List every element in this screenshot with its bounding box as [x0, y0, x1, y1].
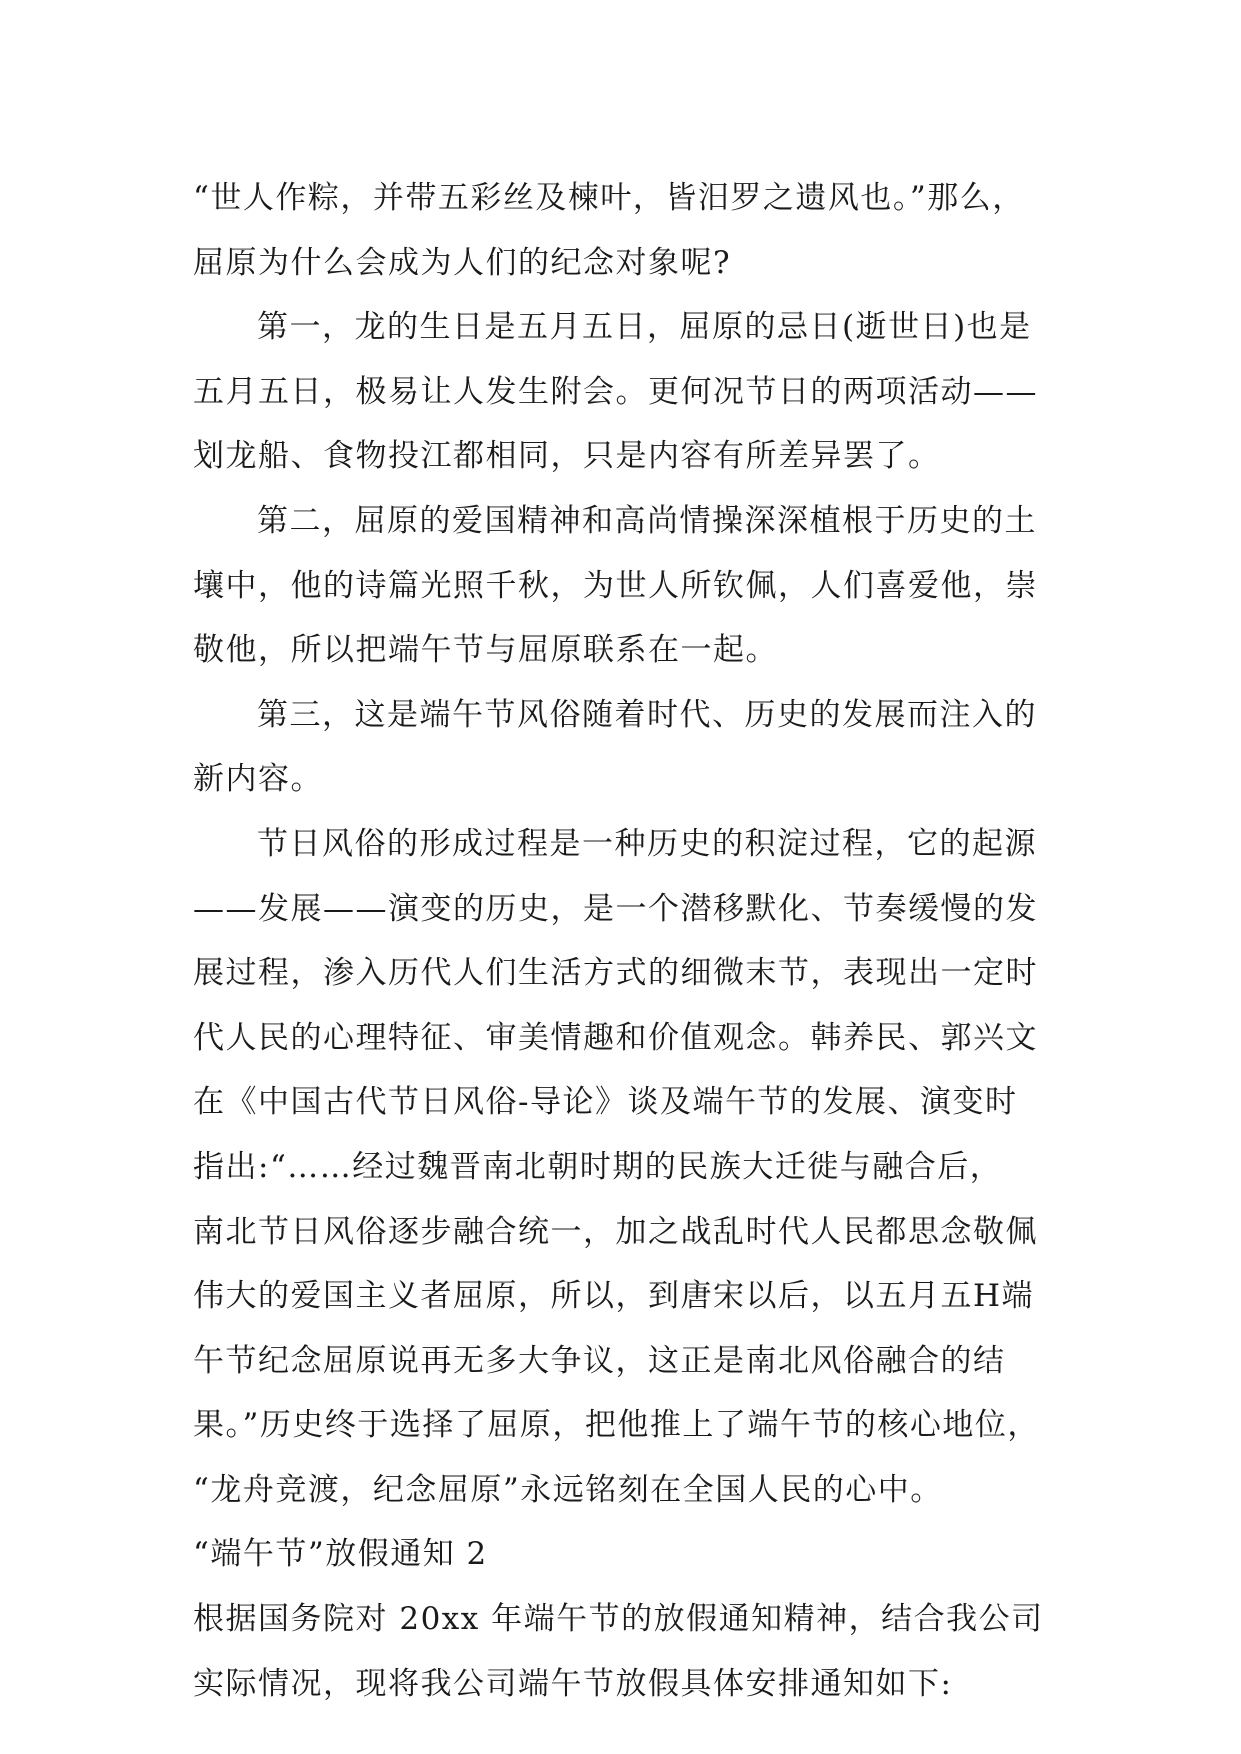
text-line: 午节纪念屈原说再无多大争议，这正是南北风俗融合的结 — [193, 1342, 1006, 1379]
paragraph-third-reason — [193, 683, 1093, 812]
text-line: “世人作粽，并带五彩丝及楝叶，皆汨罗之遗风也。”那么， — [193, 180, 1025, 216]
text-line: 五月五日，极易让人发生附会。更何况节日的两项活动—— — [193, 373, 1038, 410]
text-line: 南北节日风俗逐步融合统一，加之战乱时代人民都思念敬佩 — [193, 1213, 1038, 1250]
section-heading: “端午节”放假通知 2 — [193, 1536, 488, 1573]
text-line: 指出:“……经过魏晋南北朝时期的民族大迁徙与融合后， — [193, 1148, 1003, 1185]
text-line: 在《中国古代节日风俗-导论》谈及端午节的发展、演变时 — [193, 1084, 1018, 1121]
text-line: 实际情况，现将我公司端午节放假具体安排通知如下: — [193, 1665, 953, 1702]
text-line: “龙舟竞渡，纪念屈原”永远铭刻在全国人民的心中。 — [193, 1471, 943, 1508]
text-line: 伟大的爱国主义者屈原，所以，到唐宋以后，以五月五H端 — [193, 1278, 1035, 1315]
text-line: 展过程，渗入历代人们生活方式的细微末节，表现出一定时 — [193, 955, 1038, 992]
text-line: 代人民的心理特征、审美情趣和价值观念。韩养民、郭兴文 — [193, 1019, 1038, 1056]
text-line: 根据国务院对 20xx 年端午节的放假通知精神，结合我公司 — [193, 1601, 1044, 1638]
text-line: 新内容。 — [193, 761, 323, 798]
paragraph-intro — [193, 166, 1093, 295]
text-line: 第一，龙的生日是五月五日，屈原的忌日(逝世日)也是 — [257, 309, 1032, 346]
text-line: 节日风俗的形成过程是一种历史的积淀过程，它的起源 — [257, 825, 1037, 862]
text-line: ——发展——演变的历史，是一个潜移默化、节奏缓慢的发 — [193, 890, 1038, 927]
text-line: 第三，这是端午节风俗随着时代、历史的发展而注入的 — [257, 696, 1037, 733]
text-line: 壤中，他的诗篇光照千秋，为世人所钦佩，人们喜爱他，崇 — [193, 567, 1038, 604]
paragraph-custom-evolution — [193, 812, 1093, 1523]
paragraph-first-reason — [193, 295, 1093, 489]
text-line: 敬他，所以把端午节与屈原联系在一起。 — [193, 632, 778, 669]
text-line: 划龙船、食物投江都相同，只是内容有所差异罢了。 — [193, 438, 941, 475]
paragraph-notice — [193, 1587, 1093, 1716]
paragraph-second-reason — [193, 489, 1093, 683]
text-line: 屈原为什么会成为人们的纪念对象呢? — [193, 244, 732, 281]
text-line: 果。”历史终于选择了屈原，把他推上了端午节的核心地位， — [193, 1407, 1040, 1444]
text-line: 第二，屈原的爱国精神和高尚情操深深植根于历史的土 — [257, 502, 1037, 539]
document-body — [193, 166, 1093, 1716]
